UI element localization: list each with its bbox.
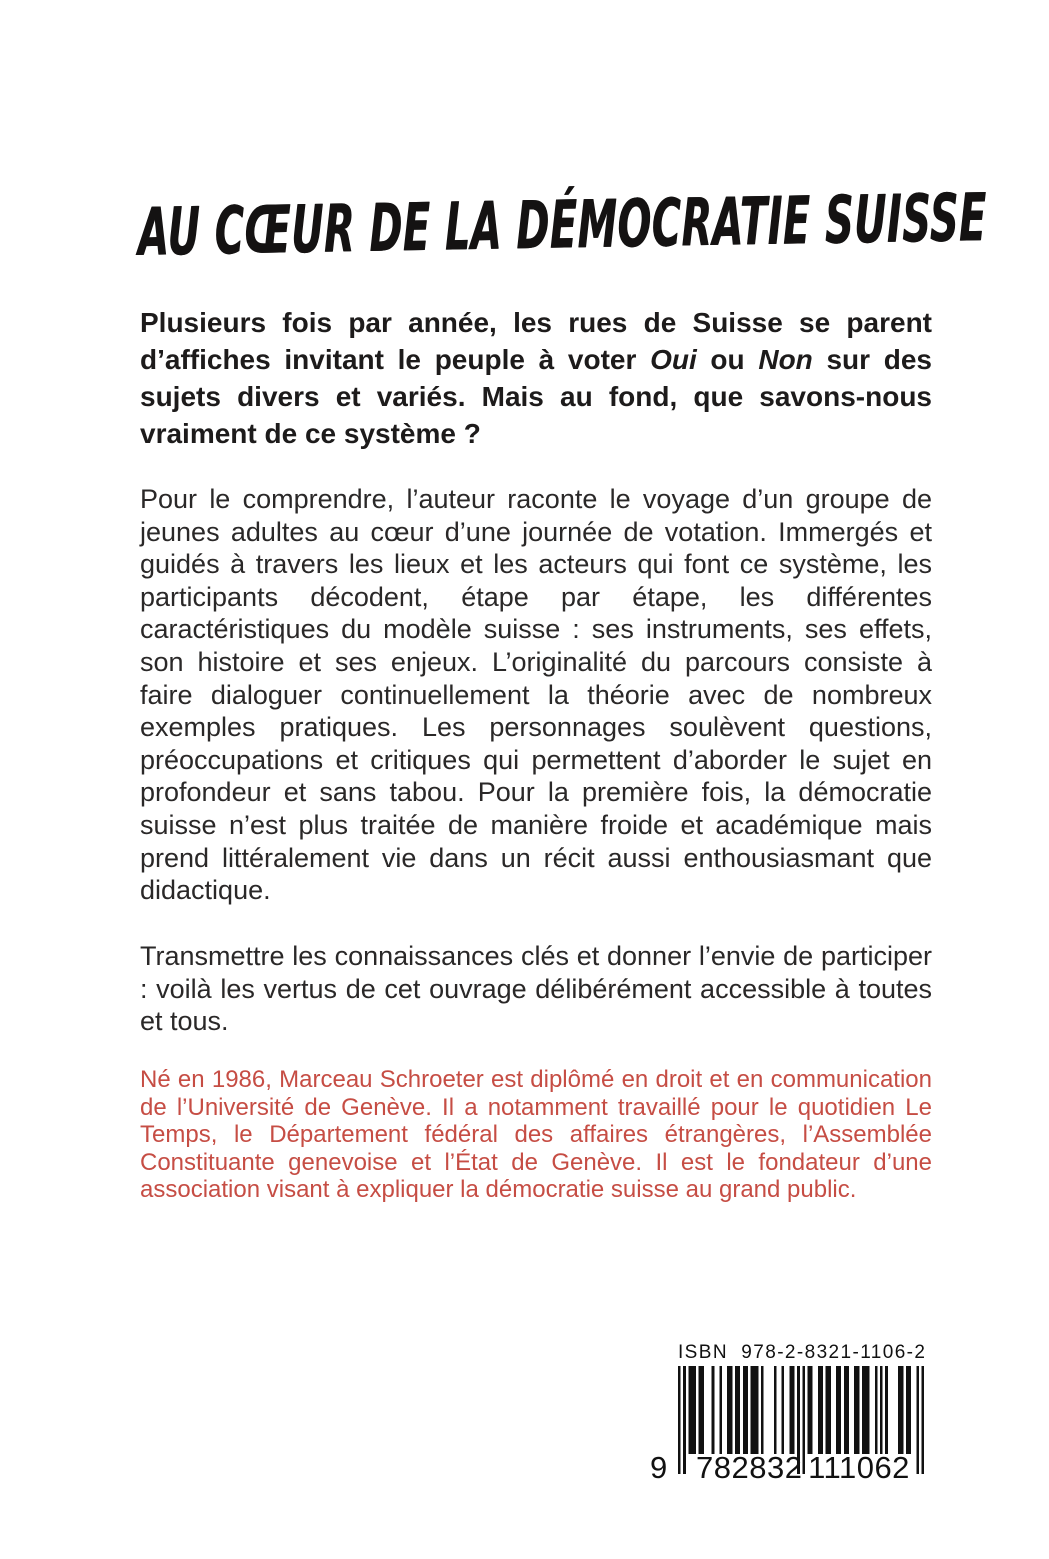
book-title: AU CŒUR DE LA DÉMOCRATIE SUISSE [137, 179, 987, 271]
barcode-digits-left: 782832 [696, 1450, 803, 1485]
closing-paragraph: Transmettre les connaissances clés et donner l’envie de participer : voilà les vertus de cet ouvrage délibérément accessible à toutes et tous. [140, 941, 932, 1037]
intro-italic-non: Non [758, 344, 813, 375]
author-bio: Né en 1986, Marceau Schroeter est diplômé en droit et en communication de l’Université de Genève. Il a notamment travaillé pour le quotidien Le Temps, le Département fédéral des affaires étrangères, l’Assemblée Constituante genevoise et l’État de Genève. Il est le fondateur d’une association visant à expliquer la démocratie suisse au grand public. [140, 1066, 932, 1204]
intro-paragraph [140, 304, 932, 452]
intro-text-1: Plusieurs fois par année, les rues de Suisse se parent d’affiches invitant le peuple à voter [140, 307, 932, 375]
ean-barcode-block [650, 1341, 927, 1485]
isbn-label: ISBN 978-2-8321-1106-2 [678, 1342, 927, 1363]
synopsis-paragraph: Pour le comprendre, l’auteur raconte le voyage d’un groupe de jeunes adultes au cœur d’une journée de votation. Immergés et guidés à travers les lieux et les acteurs qui font ce système, les participants décodent, étape par étape, les différentes caractéristiques du modèle suisse : ses instruments, ses effets, son histoire et ses enjeux. L’originalité du parcours consiste à faire dialoguer continuellement la théorie avec de nombreux exemples pratiques. Les personnages soulèvent questions, préoccupations et critiques qui permettent d’aborder le sujet en profondeur et sans tabou. Pour la première fois, la démocratie suisse n’est plus traitée de manière froide et académique mais prend littéralement vie dans un récit aussi enthousiasmant que didactique. [140, 484, 932, 906]
barcode-digits-right: 111062 [808, 1450, 910, 1485]
barcode-bars-area [650, 1366, 924, 1485]
intro-text-2: ou [696, 344, 759, 375]
intro-italic-oui: Oui [650, 344, 697, 375]
barcode-leading-digit: 9 [650, 1450, 668, 1485]
intro-text-3: sur des sujets divers et variés. Mais au fond, que savons-nous vraiment de ce système ? [140, 344, 932, 449]
